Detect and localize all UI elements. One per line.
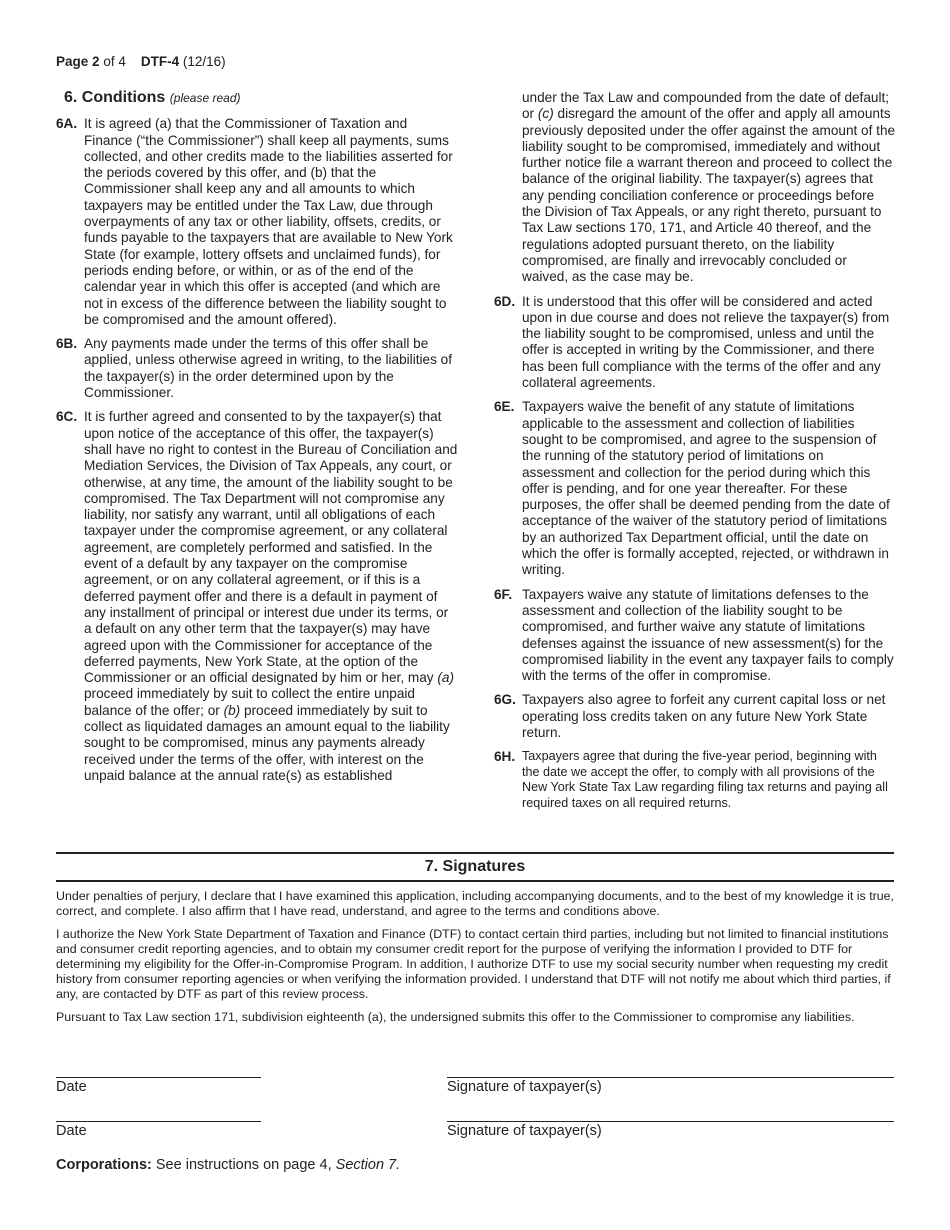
condition-6a [56,116,458,328]
conditions-right-column [494,90,896,819]
corporations-section-ref: Section 7. [335,1157,401,1173]
condition-6c-text-3: proceed immediately by suit to collect as liquidated damages an amount equal to the liability sought to be compromised, minus any payments already received under the terms of the offer, with interest on the unpaid balance at the annual rate(s) as established [84,702,450,783]
signatures-section-bar [56,852,894,882]
condition-6e [494,399,896,578]
page-label: Page [56,54,89,69]
section-7-title: 7. Signatures [424,858,526,875]
condition-text [84,409,458,784]
signature-label-1: Signature of taxpayer(s) [447,1079,602,1095]
section-6-heading: 6. Conditions [64,89,166,106]
condition-6c-text-2: proceed immediately by suit to collect the entire unpaid balance of the offer; or [84,686,415,718]
condition-text: Taxpayers waive any statute of limitations defenses to the assessment and collection of the liability sought to be compromised, and further waive any statute of limitations defenses against the issuance of new assessment(s) for the compromised liability in the event any taxpayer fails to comply with the terms of the offer in compromise. [522,586,894,684]
condition-6c-text-1: It is further agreed and consented to by the taxpayer(s) that upon notice of the acceptance of this offer, the taxpayer(s) shall have no right to contest in the Bureau of Conciliation and Mediation Services, the Division of Tax Appeals, any court, or otherwise, at any time, the amount of the liability sought to be compromised. The Tax Department will not compromise any liability, nor satisfy any warrant, until all obligations of each taxpayer under the compromise agreement, or any collateral agreement, are completely performed and satisfied. In the event of a default by any taxpayer on the compromise agreement, or on any collateral agreement, or if this is a deferred payment offer and there is a default in payment of any installment of principal or interest due under its terms, or a default on any other term that the taxpayer(s) may have agreed upon with the Commissioner for acceptance of the deferred payments, New York State, at the option of the Commissioner or an official designated by him or her, may [84,409,458,686]
condition-number: 6C. [56,409,78,425]
section-6-hint: (please read) [169,91,241,105]
condition-6d [494,294,896,392]
condition-6h [494,749,896,811]
condition-number: 6G. [494,692,516,708]
condition-text: Taxpayers waive the benefit of any statute of limitations applicable to the assessment and collection of liabilities sought to be compromised, and agree to the suspension of the running of the statutory period of limitations on assessment and collection for the period during which this offer is pending, and for one year thereafter. For these purposes, the offer shall be deemed pending from the date of acceptance of the waiver of the statutory period of limitations by an authorized Tax Department official, until the date on which the offer is formally accepted, rejected, or withdrawn in writing. [522,399,890,578]
date-label-2: Date [56,1123,87,1139]
option-c: (c) [537,106,554,122]
condition-number: 6F. [494,586,513,602]
condition-text: It is agreed (a) that the Commissioner of Taxation and Finance (“the Commissioner”) shall keep all payments, sums collected, and other credits made to the liabilities asserted for the periods covered by this offer, and (b) that the Commissioner shall keep any and all amounts to which taxpayers may be entitled under the Tax Law, due through overpayments of any tax or other liability, offsets, credits, or funds payable to the taxpayers that are available to New York State (for example, lottery offsets and unclaimed funds), for periods ending before, or within, or as of the end of the calendar year in which this offer is accepted (and which are not in excess of the difference between the liability sought to be compromised and the amount offered). [84,116,453,327]
condition-6f [494,587,896,685]
condition-6c-cont-2: disregard the amount of the offer and apply all amounts previously deposited under the offer against the amount of the liability sought to be compromised, immediately and without further notice file a warrant thereon and proceed to collect the balance of the original liability. The taxpayer(s) agrees that any pending conciliation conference or proceedings before the Division of Tax Appeals, or any right thereto, pursuant to Tax Law sections 170, 171, and Article 40 thereof, and the regulations adopted pursuant thereto, on the liability compromised, are finally and irrevocably concluded or waived, as the case may be. [522,106,896,285]
conditions-left-column [56,90,458,792]
form-date: (12/16) [182,54,226,69]
condition-text: Taxpayers also agree to forfeit any current capital loss or net operating loss credits taken on any future New York State return. [522,692,886,740]
page-header [56,54,226,69]
condition-6c-continued [494,90,896,286]
signature-label-2: Signature of taxpayer(s) [447,1123,602,1139]
corporations-text: See instructions on page 4, [155,1157,332,1173]
signature-line-1[interactable] [447,1077,894,1078]
option-a: (a) [437,670,454,686]
condition-number: 6H. [494,749,516,765]
condition-number: 6E. [494,399,515,415]
form-id: DTF-4 [140,54,180,69]
page-number: 2 [92,54,100,69]
condition-text: Taxpayers agree that during the five-year period, beginning with the date we accept the offer, to comply with all provisions of the New York State Tax Law regarding filing tax returns and paying all required taxes on all required returns. [522,749,888,810]
authorization-statement: I authorize the New York State Department of Taxation and Finance (DTF) to contact certain third parties, including but not limited to financial institutions and consumer credit reporting agencies, and to obtain my consumer credit report for the purpose of verifying the information I provided to DTF for determining my eligibility for the Offer-in-Compromise Program. In addition, I authorize DTF to use my social security number when requesting my credit history from consumer reporting agencies or when verifying the information provided. I understand that DTF will not notify me about which third parties, if any, are contacted by DTF as part of this review process. [56,927,891,1001]
condition-6g [494,692,896,741]
corporations-label: Corporations: [56,1157,152,1173]
condition-number: 6A. [56,116,78,132]
perjury-declaration: Under penalties of perjury, I declare that I have examined this application, including accompanying documents, and to the best of my knowledge it is true, correct, and complete. I also affirm that I have read, understand, and agree to the terms and conditions above. [56,889,894,918]
page-of: of 4 [103,54,126,69]
corporations-note [56,1157,400,1173]
condition-number: 6D. [494,293,516,309]
condition-number: 6B. [56,336,78,352]
condition-text: Any payments made under the terms of this offer shall be applied, unless otherwise agreed in writing, to the liabilities of the taxpayer(s) in the order determined upon by the Commissioner. [84,336,452,401]
condition-6b [56,336,458,401]
section-6-title [64,90,458,106]
condition-text: It is understood that this offer will be considered and acted upon in due course and does not relieve the taxpayer(s) from the liability sought to be compromised, unless and until the offer is accepted in writing by the Commissioner, and there has been full compliance with the terms of the offer and any collateral agreements. [522,293,890,391]
date-line-1[interactable] [56,1077,261,1078]
condition-6c-cont-1: under the Tax Law and compounded from the date of default; or [522,90,890,122]
submission-statement: Pursuant to Tax Law section 171, subdivision eighteenth (a), the undersigned submits this offer to the Commissioner to compromise any liabilities. [56,1010,855,1024]
option-b: (b) [223,702,241,718]
signature-line-2[interactable] [447,1121,894,1122]
date-line-2[interactable] [56,1121,261,1122]
date-label-1: Date [56,1079,87,1095]
condition-6c [56,409,458,784]
